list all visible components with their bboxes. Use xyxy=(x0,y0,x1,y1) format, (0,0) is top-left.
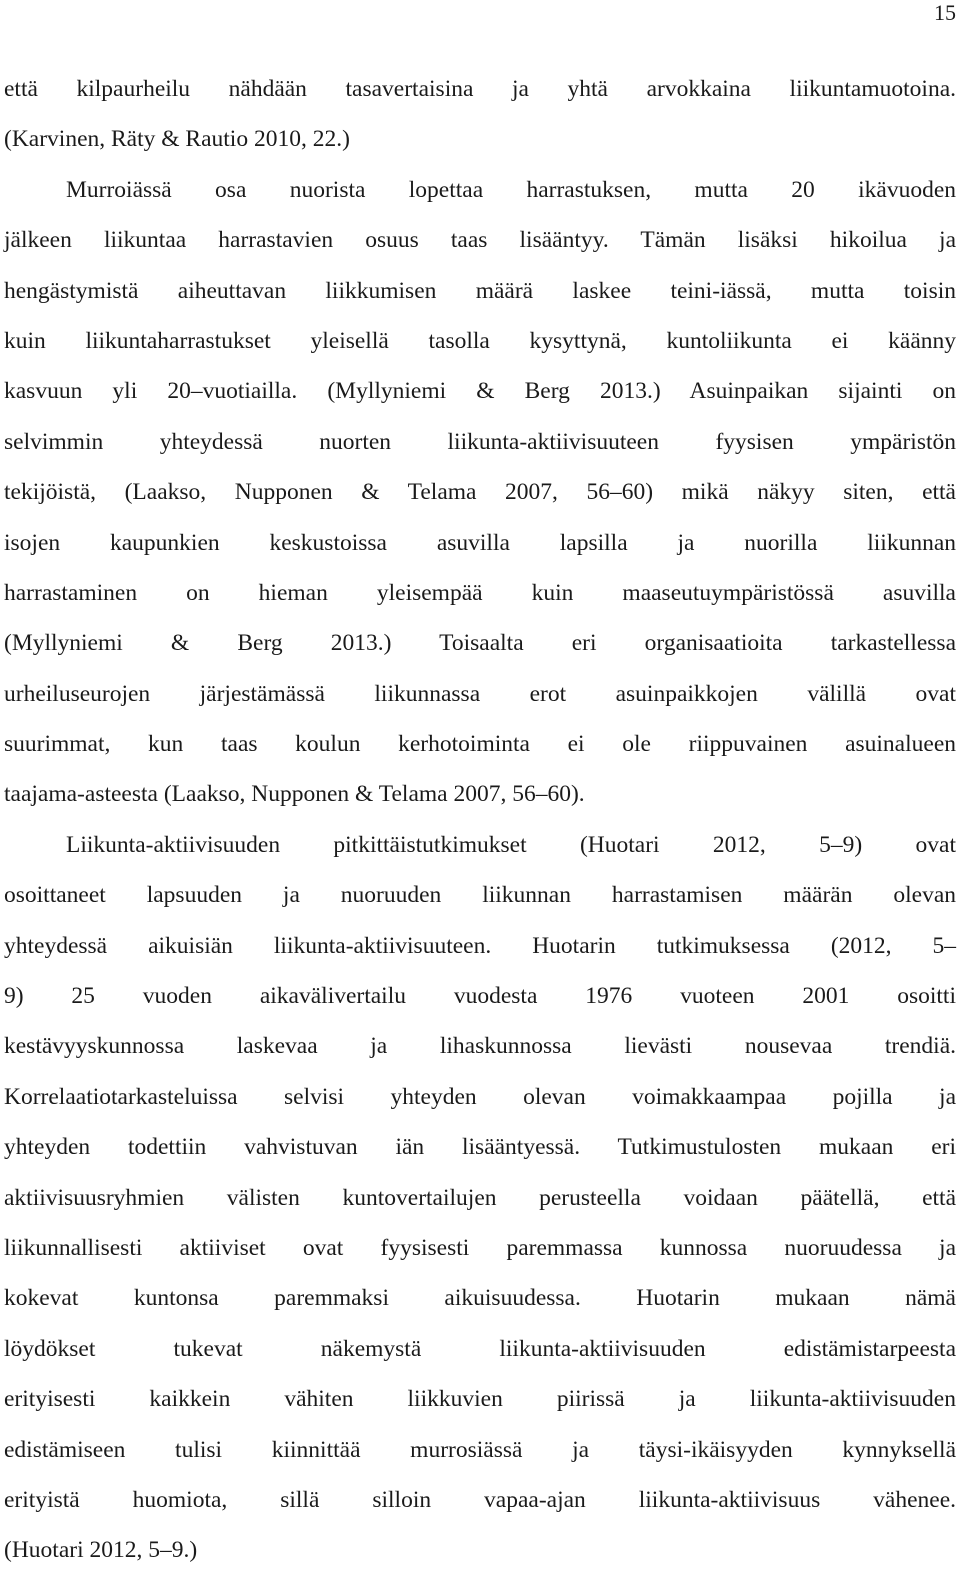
text-line: urheiluseurojen järjestämässä liikunnassa erot asuinpaikkojen välillä ovat xyxy=(4,680,956,707)
page-number: 15 xyxy=(934,0,956,25)
paragraph-start-line: Murroiässä osa nuorista lopettaa harrastuksen, mutta 20 ikävuoden xyxy=(66,176,956,203)
text-line: 9) 25 vuoden aikavälivertailu vuodesta 1976 vuoteen 2001 osoitti xyxy=(4,983,956,1010)
text-line: löydökset tukevat näkemystä liikunta-aktiivisuuden edistämistarpeesta xyxy=(4,1335,956,1362)
text-line: hengästymistä aiheuttavan liikkumisen määrä laskee teini-iässä, mutta toisin xyxy=(4,277,956,304)
text-line: yhteydessä aikuisiän liikunta-aktiivisuuteen. Huotarin tutkimuksessa (2012, 5– xyxy=(4,932,956,959)
paragraph-start-line: Liikunta-aktiivisuuden pitkittäistutkimukset (Huotari 2012, 5–9) ovat xyxy=(66,831,956,858)
text-line: kokevat kuntonsa paremmaksi aikuisuudessa. Huotarin mukaan nämä xyxy=(4,1285,956,1312)
text-line: aktiivisuusryhmien välisten kuntovertailujen perusteella voidaan päätellä, että xyxy=(4,1184,956,1211)
text-line: (Karvinen, Räty & Rautio 2010, 22.) xyxy=(4,126,350,153)
text-line: liikunnallisesti aktiiviset ovat fyysisesti paremmassa kunnossa nuoruudessa ja xyxy=(4,1234,956,1261)
text-line: (Myllyniemi & Berg 2013.) Toisaalta eri organisaatioita tarkastellessa xyxy=(4,630,956,657)
text-line: taajama-asteesta (Laakso, Nupponen & Telama 2007, 56–60). xyxy=(4,781,585,808)
text-line: suurimmat, kun taas koulun kerhotoiminta ei ole riippuvainen asuinalueen xyxy=(4,731,956,758)
text-line: kasvuun yli 20–vuotiailla. (Myllyniemi & Berg 2013.) Asuinpaikan sijainti on xyxy=(4,378,956,405)
text-line: Korrelaatiotarkasteluissa selvisi yhteyden olevan voimakkaampaa pojilla ja xyxy=(4,1083,956,1110)
text-line: edistämiseen tulisi kiinnittää murrosiässä ja täysi-ikäisyyden kynnyksellä xyxy=(4,1436,956,1463)
text-line: jälkeen liikuntaa harrastavien osuus taas lisääntyy. Tämän lisäksi hikoilua ja xyxy=(4,227,956,254)
text-line: isojen kaupunkien keskustoissa asuvilla lapsilla ja nuorilla liikunnan xyxy=(4,529,956,556)
text-line: erityisesti kaikkein vähiten liikkuvien piirissä ja liikunta-aktiivisuuden xyxy=(4,1386,956,1413)
text-line: että kilpaurheilu nähdään tasavertaisina ja yhtä arvokkaina liikuntamuotoina. xyxy=(4,76,956,102)
text-line: (Huotari 2012, 5–9.) xyxy=(4,1537,198,1564)
text-line: yhteyden todettiin vahvistuvan iän lisääntyessä. Tutkimustulosten mukaan eri xyxy=(4,1134,956,1161)
text-line: harrastaminen on hieman yleisempää kuin maaseutuympäristössä asuvilla xyxy=(4,579,956,606)
text-line: kestävyyskunnossa laskevaa ja lihaskunnossa lievästi nousevaa trendiä. xyxy=(4,1033,956,1060)
text-line: kuin liikuntaharrastukset yleisellä tasolla kysyttynä, kuntoliikunta ei käänny xyxy=(4,327,956,354)
text-line: osoittaneet lapsuuden ja nuoruuden liikunnan harrastamisen määrän olevan xyxy=(4,882,956,909)
text-line: selvimmin yhteydessä nuorten liikunta-aktiivisuuteen fyysisen ympäristön xyxy=(4,428,956,455)
text-line: erityistä huomiota, sillä silloin vapaa-ajan liikunta-aktiivisuus vähenee. xyxy=(4,1486,956,1513)
body-text xyxy=(4,64,956,1576)
text-line: tekijöistä, (Laakso, Nupponen & Telama 2007, 56–60) mikä näkyy siten, että xyxy=(4,479,956,506)
